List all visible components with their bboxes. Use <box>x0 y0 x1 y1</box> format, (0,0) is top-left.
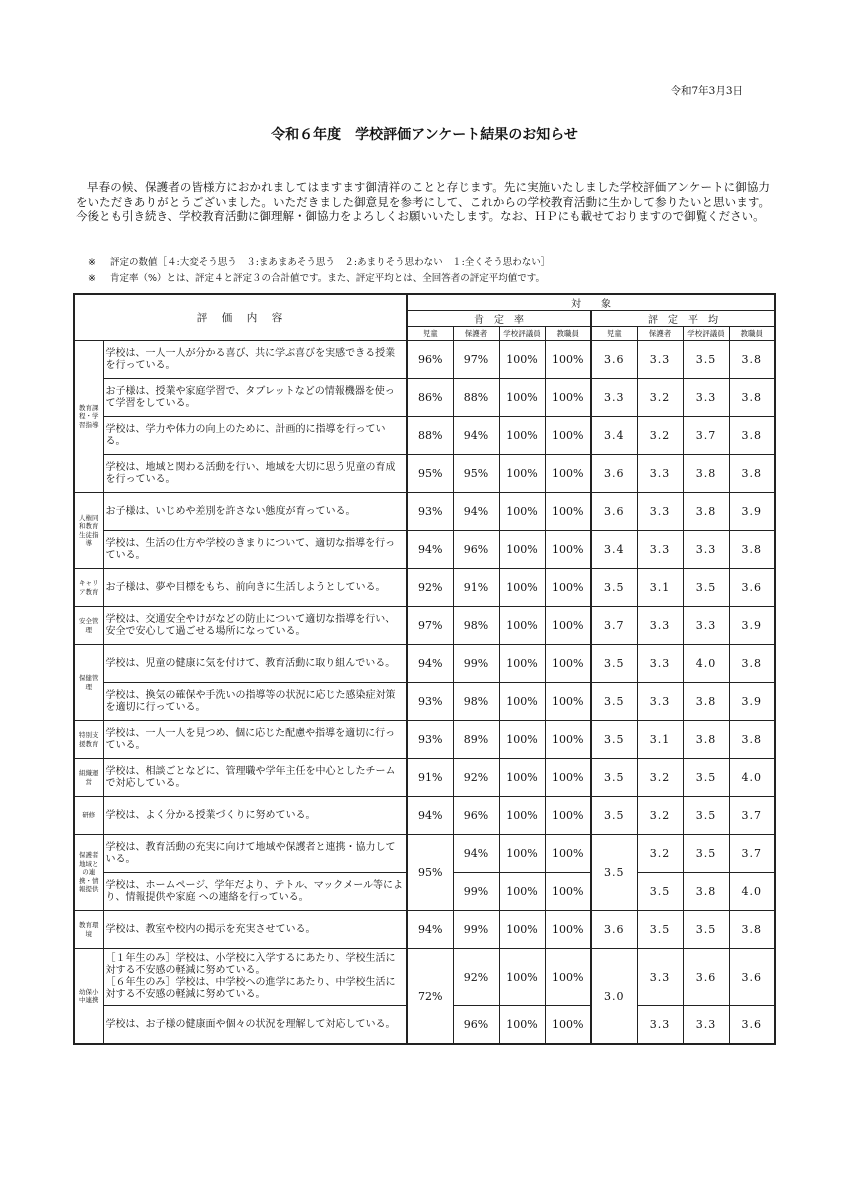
avg-guardian: 3.3 <box>637 341 683 379</box>
avg-councilor: 3.5 <box>683 759 729 797</box>
avg-child: 3.4 <box>591 531 637 569</box>
col-staff: 教職員 <box>545 327 591 341</box>
avg-councilor: 3.5 <box>683 911 729 949</box>
affirm-councilor: 100% <box>499 531 545 569</box>
affirm-councilor: 100% <box>499 341 545 379</box>
table-row <box>74 417 775 455</box>
affirm-guardian: 88% <box>453 379 499 417</box>
affirm-guardian: 99% <box>453 873 499 911</box>
affirm-councilor: 100% <box>499 569 545 607</box>
avg-staff: 3.6 <box>729 1006 775 1045</box>
avg-staff: 4.0 <box>729 759 775 797</box>
avg-guardian: 3.2 <box>637 379 683 417</box>
avg-guardian: 3.3 <box>637 1006 683 1045</box>
page-title: 令和６年度 学校評価アンケート結果のお知らせ <box>271 127 578 143</box>
question-text: お子様は、夢や目標をもち、前向きに生活しようとしている。 <box>103 569 407 607</box>
question-text: お子様は、授業や家庭学習で、タブレットなどの情報機器を使って学習をしている。 <box>103 379 407 417</box>
affirm-staff: 100% <box>545 683 591 721</box>
table-row <box>74 531 775 569</box>
affirm-guardian: 94% <box>453 493 499 531</box>
avg-staff: 3.8 <box>729 341 775 379</box>
affirm-staff: 100% <box>545 493 591 531</box>
affirm-councilor: 100% <box>499 797 545 835</box>
avg-child: 3.5 <box>591 759 637 797</box>
avg-councilor: 3.3 <box>683 531 729 569</box>
avg-guardian: 3.3 <box>637 607 683 645</box>
avg-staff: 3.8 <box>729 531 775 569</box>
avg-child: 3.6 <box>591 911 637 949</box>
avg-child: 3.6 <box>591 455 637 493</box>
col-child: 児童 <box>407 327 453 341</box>
header-target: 対 象 <box>407 294 775 311</box>
affirm-guardian: 91% <box>453 569 499 607</box>
avg-staff: 3.7 <box>729 797 775 835</box>
avg-child: 3.5 <box>591 683 637 721</box>
affirm-staff: 100% <box>545 531 591 569</box>
affirm-child: 95% <box>407 455 453 493</box>
affirm-guardian: 94% <box>453 835 499 873</box>
avg-child: 3.5 <box>591 721 637 759</box>
avg-staff: 3.8 <box>729 645 775 683</box>
affirm-councilor: 100% <box>499 645 545 683</box>
affirm-staff: 100% <box>545 417 591 455</box>
affirm-staff: 100% <box>545 1006 591 1045</box>
table-row <box>74 797 775 835</box>
question-text: 学校は、教育活動の充実に向けて地域や保護者と連携・協力している。 <box>103 835 407 873</box>
avg-guardian: 3.3 <box>637 493 683 531</box>
note-mark: ※ <box>88 273 96 284</box>
affirm-staff: 100% <box>545 645 591 683</box>
avg-guardian: 3.3 <box>637 455 683 493</box>
avg-guardian: 3.3 <box>637 683 683 721</box>
affirm-child: 96% <box>407 341 453 379</box>
avg-councilor: 3.8 <box>683 683 729 721</box>
avg-child: 3.7 <box>591 607 637 645</box>
table-row <box>74 493 775 531</box>
affirm-staff: 100% <box>545 797 591 835</box>
col-councilor: 学校評議員 <box>499 327 545 341</box>
affirm-child: 88% <box>407 417 453 455</box>
affirm-councilor: 100% <box>499 379 545 417</box>
avg-staff: 3.9 <box>729 607 775 645</box>
affirm-councilor: 100% <box>499 607 545 645</box>
avg-councilor: 3.5 <box>683 835 729 873</box>
avg-councilor: 3.3 <box>683 607 729 645</box>
affirm-councilor: 100% <box>499 683 545 721</box>
affirm-staff: 100% <box>545 949 591 1006</box>
avg-guardian: 3.5 <box>637 873 683 911</box>
avg-councilor: 3.8 <box>683 455 729 493</box>
col-staff: 教職員 <box>729 327 775 341</box>
affirm-child: 93% <box>407 493 453 531</box>
avg-staff: 3.8 <box>729 379 775 417</box>
note-mark: ※ <box>88 257 96 268</box>
affirm-child: 95% <box>407 835 453 911</box>
affirm-guardian: 98% <box>453 683 499 721</box>
affirm-staff: 100% <box>545 455 591 493</box>
table-row <box>74 607 775 645</box>
avg-child: 3.6 <box>591 493 637 531</box>
avg-child: 3.3 <box>591 379 637 417</box>
affirm-staff: 100% <box>545 721 591 759</box>
affirm-child: 93% <box>407 683 453 721</box>
avg-councilor: 3.5 <box>683 341 729 379</box>
avg-councilor: 3.6 <box>683 949 729 1006</box>
affirm-councilor: 100% <box>499 493 545 531</box>
affirm-child: 91% <box>407 759 453 797</box>
group-label: 安全管理 <box>74 607 103 645</box>
group-label: 保護者地域との連携・情報提供 <box>74 835 103 911</box>
table-row <box>74 455 775 493</box>
affirm-guardian: 96% <box>453 1006 499 1045</box>
affirm-councilor: 100% <box>499 911 545 949</box>
affirm-staff: 100% <box>545 607 591 645</box>
affirm-councilor: 100% <box>499 759 545 797</box>
table-row <box>74 911 775 949</box>
question-text: 学校は、児童の健康に気を付けて、教育活動に取り組んでいる。 <box>103 645 407 683</box>
affirm-councilor: 100% <box>499 721 545 759</box>
avg-guardian: 3.2 <box>637 759 683 797</box>
group-label: 特別支援教育 <box>74 721 103 759</box>
avg-councilor: 4.0 <box>683 645 729 683</box>
affirm-guardian: 95% <box>453 455 499 493</box>
avg-councilor: 3.8 <box>683 493 729 531</box>
question-text: 学校は、交通安全やけがなどの防止について適切な指導を行い、安全で安心して過ごせる場所になっている。 <box>103 607 407 645</box>
avg-councilor: 3.5 <box>683 569 729 607</box>
affirm-staff: 100% <box>545 873 591 911</box>
affirm-child: 97% <box>407 607 453 645</box>
note-text: 評定の数値［４:大変そう思う ３:まあまあそう思う ２:あまりそう思わない １:全くそう思わない］ <box>110 257 551 268</box>
avg-councilor: 3.3 <box>683 1006 729 1045</box>
avg-child: 3.0 <box>591 949 637 1045</box>
group-label: キャリア教育 <box>74 569 103 607</box>
note-text: 肯定率（%）とは、評定４と評定３の合計値です。また、評定平均とは、全回答者の評定平均値です。 <box>110 273 546 284</box>
results-table <box>73 293 776 1045</box>
affirm-guardian: 96% <box>453 797 499 835</box>
affirm-councilor: 100% <box>499 455 545 493</box>
table-row <box>74 569 775 607</box>
table-row <box>74 379 775 417</box>
affirm-child: 92% <box>407 569 453 607</box>
affirm-guardian: 92% <box>453 759 499 797</box>
avg-guardian: 3.1 <box>637 721 683 759</box>
avg-guardian: 3.5 <box>637 911 683 949</box>
affirm-guardian: 96% <box>453 531 499 569</box>
affirm-guardian: 98% <box>453 607 499 645</box>
avg-councilor: 3.8 <box>683 873 729 911</box>
affirm-staff: 100% <box>545 759 591 797</box>
avg-staff: 3.9 <box>729 683 775 721</box>
avg-staff: 3.8 <box>729 911 775 949</box>
question-text: 学校は、相談ごとなどに、管理職や学年主任を中心としたチームで対応している。 <box>103 759 407 797</box>
avg-guardian: 3.2 <box>637 835 683 873</box>
question-text: お子様は、いじめや差別を許さない態度が育っている。 <box>103 493 407 531</box>
group-label: 組織運営 <box>74 759 103 797</box>
avg-staff: 3.8 <box>729 455 775 493</box>
note-rating-scale <box>88 254 550 268</box>
document-date: 令和7年3月3日 <box>670 85 743 97</box>
avg-child: 3.5 <box>591 797 637 835</box>
affirm-child: 94% <box>407 531 453 569</box>
avg-guardian: 3.1 <box>637 569 683 607</box>
avg-staff: 3.7 <box>729 835 775 873</box>
affirm-child: 93% <box>407 721 453 759</box>
avg-child: 3.5 <box>591 835 637 911</box>
header-content: 評 価 内 容 <box>74 294 407 341</box>
affirm-staff: 100% <box>545 341 591 379</box>
question-text: 学校は、教室や校内の掲示を充実させている。 <box>103 911 407 949</box>
affirm-guardian: 92% <box>453 949 499 1006</box>
affirm-child: 94% <box>407 797 453 835</box>
affirm-guardian: 99% <box>453 911 499 949</box>
avg-guardian: 3.3 <box>637 645 683 683</box>
avg-child: 3.4 <box>591 417 637 455</box>
col-child: 児童 <box>591 327 637 341</box>
question-text: 学校は、生活の仕方や学校のきまりについて、適切な指導を行っている。 <box>103 531 407 569</box>
avg-staff: 3.8 <box>729 721 775 759</box>
header-average: 評 定 平 均 <box>591 311 775 327</box>
question-text: 学校は、お子様の健康面や個々の状況を理解して対応している。 <box>103 1006 407 1045</box>
question-text: 学校は、一人一人が分かる喜び、共に学ぶ喜びを実感できる授業を行っている。 <box>103 341 407 379</box>
table-row <box>74 835 775 873</box>
affirm-staff: 100% <box>545 569 591 607</box>
table-row <box>74 759 775 797</box>
affirm-guardian: 99% <box>453 645 499 683</box>
avg-guardian: 3.2 <box>637 417 683 455</box>
affirm-guardian: 89% <box>453 721 499 759</box>
avg-staff: 3.6 <box>729 949 775 1006</box>
avg-councilor: 3.8 <box>683 721 729 759</box>
note-affirm-rate <box>88 270 545 284</box>
avg-child: 3.5 <box>591 645 637 683</box>
affirm-child: 72% <box>407 949 453 1045</box>
group-label: 教育課程・学習指導 <box>74 341 103 493</box>
avg-guardian: 3.3 <box>637 531 683 569</box>
avg-child: 3.5 <box>591 569 637 607</box>
affirm-child: 94% <box>407 911 453 949</box>
table-row <box>74 645 775 683</box>
group-label: 教育環境 <box>74 911 103 949</box>
table-row <box>74 949 775 1006</box>
affirm-staff: 100% <box>545 911 591 949</box>
question-text: 学校は、よく分かる授業づくりに努めている。 <box>103 797 407 835</box>
avg-staff: 3.6 <box>729 569 775 607</box>
avg-child: 3.6 <box>591 341 637 379</box>
affirm-councilor: 100% <box>499 1006 545 1045</box>
group-label: 研修 <box>74 797 103 835</box>
affirm-guardian: 94% <box>453 417 499 455</box>
affirm-guardian: 97% <box>453 341 499 379</box>
header-affirm-rate: 肯 定 率 <box>407 311 591 327</box>
question-text: 学校は、換気の確保や手洗いの指導等の状況に応じた感染症対策を適切に行っている。 <box>103 683 407 721</box>
question-text: ［１年生のみ］学校は、小学校に入学するにあたり、学校生活に対する不安感の軽減に努めている。 ［６年生のみ］学校は、中学校への進学にあたり、中学校生活に対する不安感の軽減に努めている。 <box>103 949 407 1006</box>
affirm-councilor: 100% <box>499 949 545 1006</box>
group-label: 保健管理 <box>74 645 103 721</box>
table-row <box>74 683 775 721</box>
affirm-staff: 100% <box>545 835 591 873</box>
avg-staff: 3.9 <box>729 493 775 531</box>
question-text: 学校は、学力や体力の向上のために、計画的に指導を行っている。 <box>103 417 407 455</box>
affirm-councilor: 100% <box>499 835 545 873</box>
avg-councilor: 3.7 <box>683 417 729 455</box>
group-label: 幼保小中連携 <box>74 949 103 1045</box>
table-row <box>74 341 775 379</box>
avg-councilor: 3.5 <box>683 797 729 835</box>
col-councilor: 学校評議員 <box>683 327 729 341</box>
avg-staff: 4.0 <box>729 873 775 911</box>
intro-paragraph: 早春の候、保護者の皆様方におかれましてはますます御清祥のことと存じます。先に実施いたしました学校評価アンケートに御協力をいただきありがとうございました。いただきました御意見を参考にして、これからの学校教育活動に生かして参りたいと思います。今後とも引き続き、学校教育活動に御理解・御協力をよろしくお願いいたします。なお、ＨＰにも載せておりますので御覧ください。 <box>76 180 770 223</box>
group-label: 人権同和教育生徒指導 <box>74 493 103 569</box>
affirm-child: 94% <box>407 645 453 683</box>
avg-councilor: 3.3 <box>683 379 729 417</box>
question-text: 学校は、ホームページ、学年だより、テトル、マックメール等により、情報提供や家庭 への連絡を行っている。 <box>103 873 407 911</box>
affirm-councilor: 100% <box>499 417 545 455</box>
affirm-councilor: 100% <box>499 873 545 911</box>
col-guardian: 保護者 <box>453 327 499 341</box>
affirm-child: 86% <box>407 379 453 417</box>
avg-staff: 3.8 <box>729 417 775 455</box>
question-text: 学校は、地域と関わる活動を行い、地域を大切に思う児童の育成を行っている。 <box>103 455 407 493</box>
avg-guardian: 3.2 <box>637 797 683 835</box>
col-guardian: 保護者 <box>637 327 683 341</box>
avg-guardian: 3.3 <box>637 949 683 1006</box>
table-row <box>74 721 775 759</box>
question-text: 学校は、一人一人を見つめ、個に応じた配慮や指導を適切に行っている。 <box>103 721 407 759</box>
affirm-staff: 100% <box>545 379 591 417</box>
